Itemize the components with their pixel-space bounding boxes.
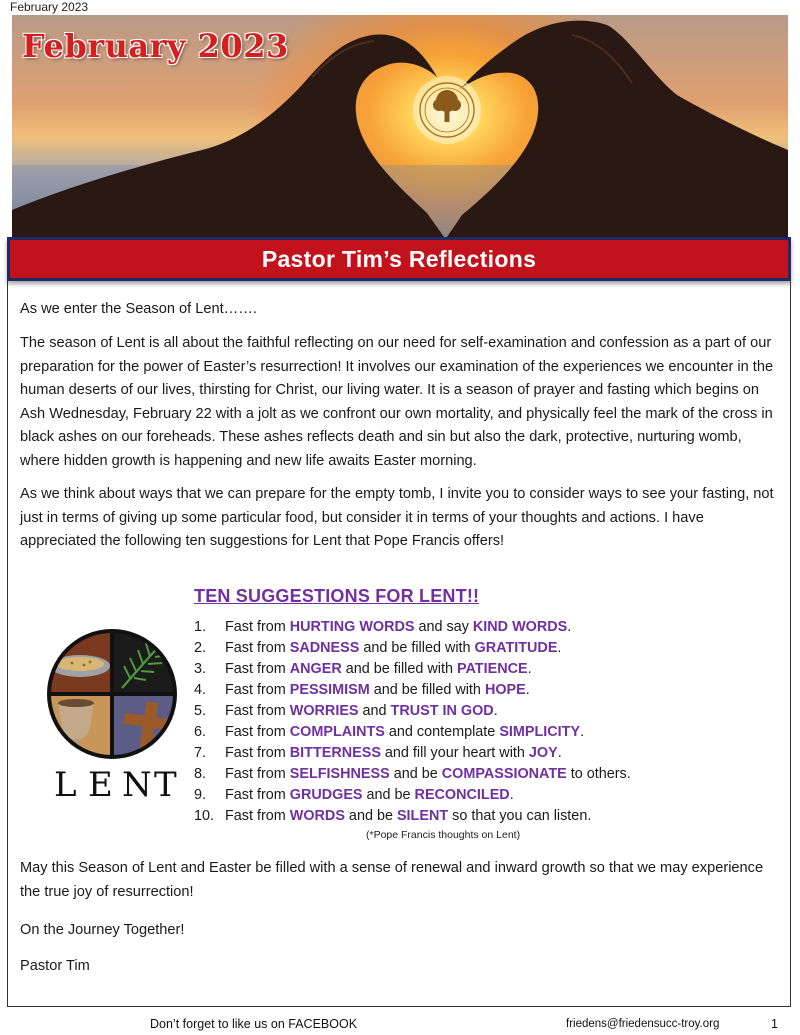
suggestion-item: 6. Fast from COMPLAINTS and contemplate SIMPLICITY.: [194, 724, 585, 740]
section-banner: [7, 237, 791, 281]
paragraph-2: As we think about ways that we can prepare for the empty tomb, I invite you to consider ways to see your fasting, not just in terms of giving up some particular food, but consider it in terms of your thoughts and actions. I have appreciated the following ten suggestions for Lent that Pope Francis offers!: [20, 486, 774, 549]
suggestion-item: 3. Fast from ANGER and be filled with PATIENCE.: [194, 661, 532, 677]
suggestion-item: 10. Fast from WORDS and be SILENT so that you can listen.: [194, 808, 592, 824]
footer-facebook-note: Don’t forget to like us on FACEBOOK: [150, 1017, 358, 1031]
lent-letter-n: N: [122, 765, 152, 803]
suggestions-credit: (*Pope Francis thoughts on Lent): [366, 829, 521, 841]
suggestion-item: 4. Fast from PESSIMISM and be filled with HOPE.: [194, 682, 530, 698]
footer-email: friedens@friedensucc-troy.org: [566, 1018, 720, 1030]
lent-letter-t: T: [154, 765, 177, 803]
intro-line: As we enter the Season of Lent…….: [20, 301, 257, 317]
paragraph-1: The season of Lent is all about the faithful reflecting on our need for self-examination and confession as a part of our preparation for the power of Easter’s resurrection! It involves our examination of the experiences we encounter in the human deserts of our lives, thirsting for Christ, our living water. It is a season of prayer and fasting which begins on Ash Wednesday, February 22 with a jolt as we confront our own mortality, and physically feel the mark of the cross in black ashes on our foreheads. These ashes reflects death and sin but also the dark, protective, nurturing womb, where hidden growth is happening and new life awaits Easter morning.: [20, 335, 774, 469]
hero-title: February 2023: [22, 27, 289, 65]
banner-title: Pastor Tim’s Reflections: [261, 245, 537, 272]
signoff-line: On the Journey Together!: [20, 922, 185, 938]
closing-paragraph: May this Season of Lent and Easter be filled with a sense of renewal and inward growth so that we may experience the true joy of resurrection!: [20, 860, 764, 900]
hero-image: [12, 15, 788, 237]
page-number: 1: [771, 1017, 778, 1031]
signature-name: Pastor Tim: [20, 958, 90, 974]
suggestions-title: TEN SUGGESTIONS FOR LENT!!: [194, 586, 480, 606]
suggestion-item: 5. Fast from WORRIES and TRUST IN GOD.: [194, 703, 498, 719]
suggestion-item: 1. Fast from HURTING WORDS and say KIND WORDS.: [194, 619, 572, 635]
suggestion-item: 2. Fast from SADNESS and be filled with GRATITUDE.: [194, 640, 562, 656]
lent-letter-e: E: [88, 765, 113, 803]
suggestion-item: 7. Fast from BITTERNESS and fill your heart with JOY.: [194, 745, 562, 761]
suggestion-item: 9. Fast from GRUDGES and be RECONCILED.: [194, 787, 514, 803]
suggestions-list: [194, 617, 631, 827]
suggestion-item: 8. Fast from SELFISHNESS and be COMPASSIONATE to others.: [194, 766, 631, 782]
header-date: February 2023: [10, 0, 89, 14]
lent-logo: [44, 628, 180, 803]
lent-letter-l: L: [54, 765, 77, 803]
